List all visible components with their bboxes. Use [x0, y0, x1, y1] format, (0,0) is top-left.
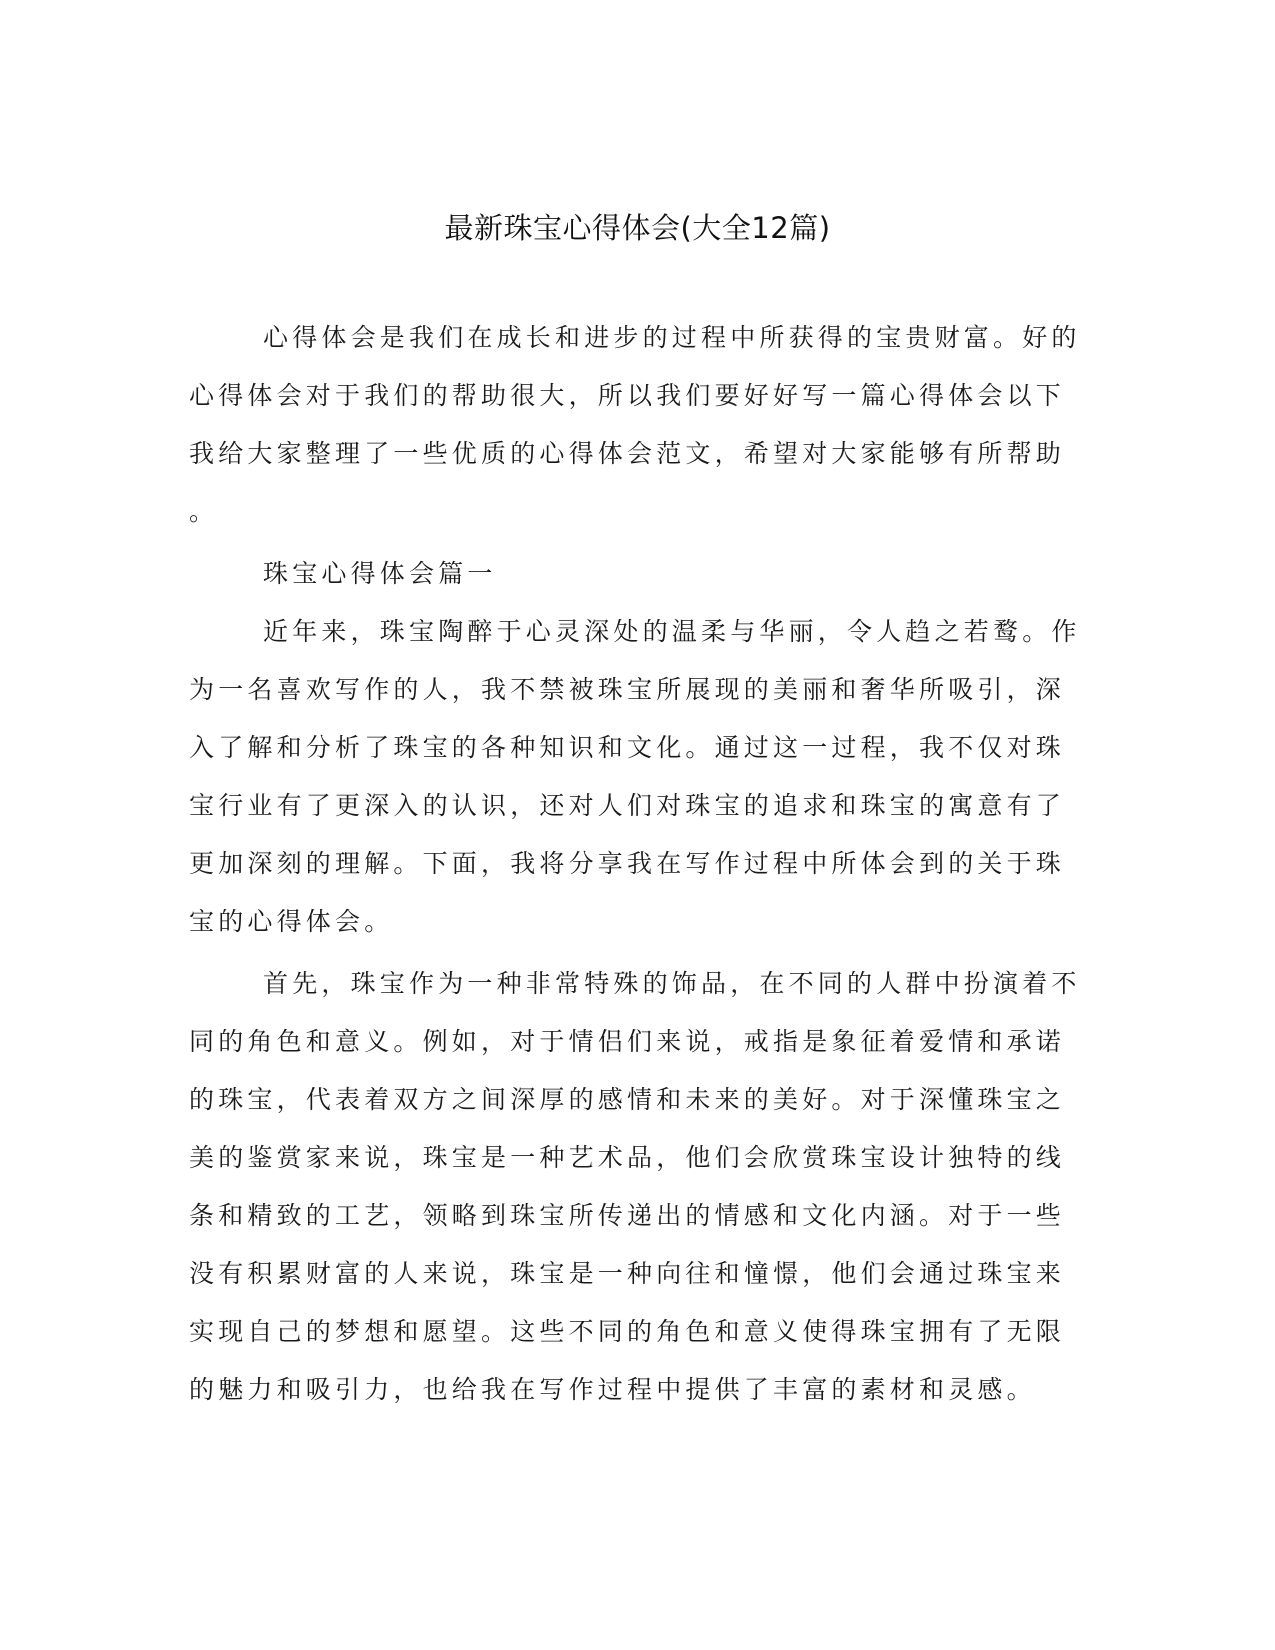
paragraph-2-line-1: 首先，珠宝作为一种非常特殊的饰品，在不同的人群中扮演着不 — [263, 969, 1081, 998]
intro-paragraph-line-1: 心得体会是我们在成长和进步的过程中所获得的宝贵财富。好的 — [263, 323, 1081, 352]
paragraph-2-line-5: 条和精致的工艺，领略到珠宝所传递出的情感和文化内涵。对于一些 — [189, 1201, 1066, 1230]
paragraph-1-line-1: 近年来，珠宝陶醉于心灵深处的温柔与华丽，令人趋之若鹜。作 — [263, 617, 1081, 646]
section-heading: 珠宝心得体会篇一 — [263, 559, 497, 588]
paragraph-1-line-5: 更加深刻的理解。下面，我将分享我在写作过程中所体会到的关于珠 — [189, 849, 1066, 878]
paragraph-2-line-8: 的魅力和吸引力，也给我在写作过程中提供了丰富的素材和灵感。 — [189, 1375, 1036, 1404]
intro-paragraph-line-2: 心得体会对于我们的帮助很大，所以我们要好好写一篇心得体会以下 — [189, 381, 1066, 410]
intro-paragraph-line-4: 。 — [189, 497, 219, 526]
paragraph-1-line-3: 入了解和分析了珠宝的各种知识和文化。通过这一过程，我不仅对珠 — [189, 733, 1066, 762]
paragraph-1-line-2: 为一名喜欢写作的人，我不禁被珠宝所展现的美丽和奢华所吸引，深 — [189, 675, 1066, 704]
paragraph-2-line-7: 实现自己的梦想和愿望。这些不同的角色和意义使得珠宝拥有了无限 — [189, 1317, 1066, 1346]
paragraph-2-line-6: 没有积累财富的人来说，珠宝是一种向往和憧憬，他们会通过珠宝来 — [189, 1259, 1066, 1288]
paragraph-1-line-6: 宝的心得体会。 — [189, 907, 394, 936]
intro-paragraph-line-3: 我给大家整理了一些优质的心得体会范文，希望对大家能够有所帮助 — [189, 439, 1066, 468]
document-title: 最新珠宝心得体会(大全12篇) — [444, 211, 831, 245]
paragraph-1-line-4: 宝行业有了更深入的认识，还对人们对珠宝的追求和珠宝的寓意有了 — [189, 791, 1066, 820]
paragraph-2-line-4: 美的鉴赏家来说，珠宝是一种艺术品，他们会欣赏珠宝设计独特的线 — [189, 1143, 1066, 1172]
paragraph-2-line-2: 同的角色和意义。例如，对于情侣们来说，戒指是象征着爱情和承诺 — [189, 1027, 1066, 1056]
paragraph-2-line-3: 的珠宝，代表着双方之间深厚的感情和未来的美好。对于深懂珠宝之 — [189, 1085, 1066, 1114]
